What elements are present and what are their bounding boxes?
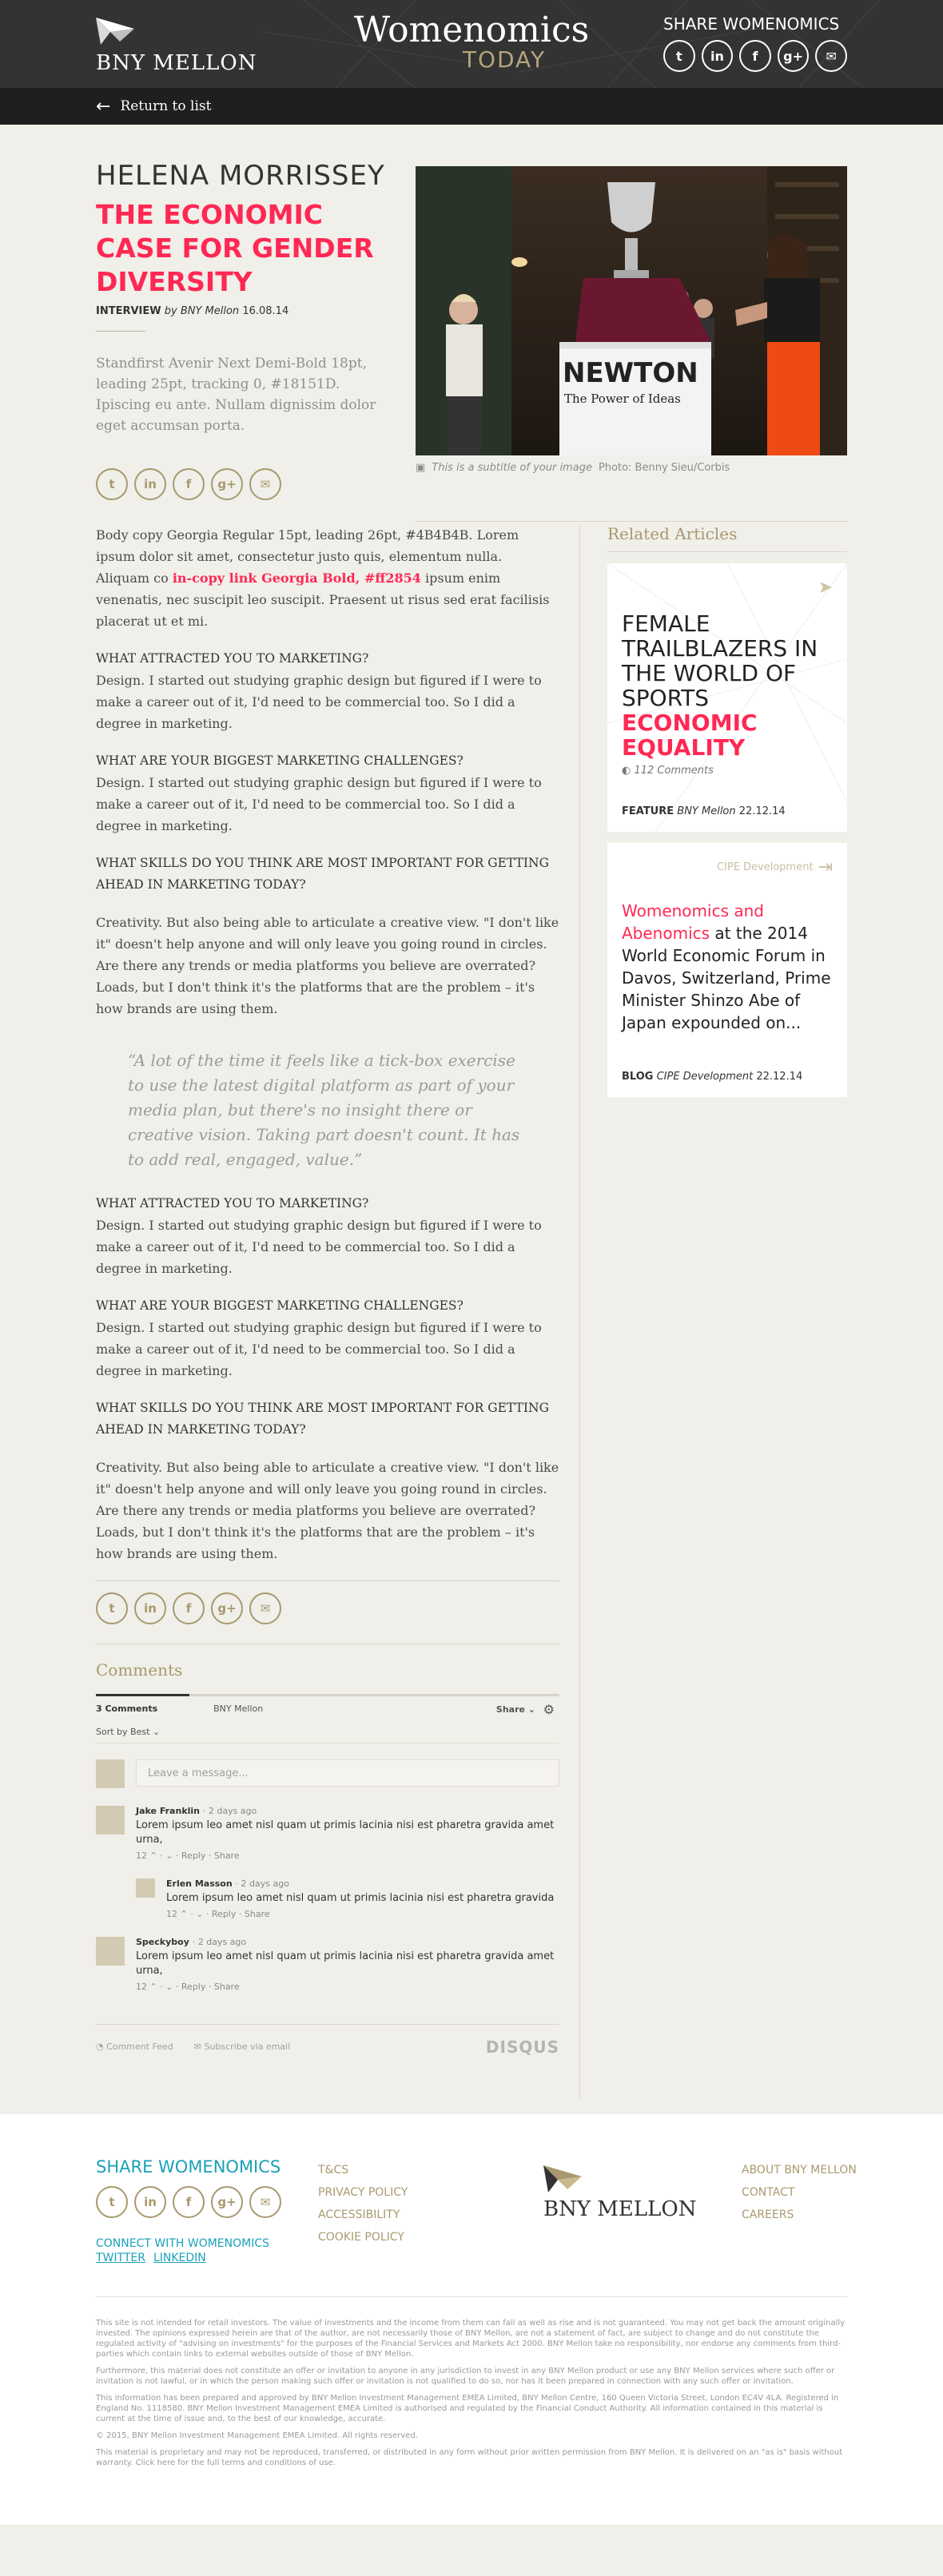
email-icon[interactable]: ✉ bbox=[815, 40, 847, 72]
footer-link-privacy[interactable]: PRIVACY POLICY bbox=[318, 2186, 408, 2199]
footer-link-cookie[interactable]: COOKIE POLICY bbox=[318, 2231, 404, 2244]
answer: Design. I started out studying graphic design but figured if I were to make a career out of it, I'd need to be commercial too. So I did a degree in marketing. bbox=[96, 775, 542, 833]
comment-text: Lorem ipsum leo amet nisl quam ut primis lacinia nisi est pharetra gravida bbox=[166, 1892, 555, 1904]
footer-links-company bbox=[742, 2159, 857, 2226]
related-card-text bbox=[622, 900, 833, 1034]
disqus-tabs bbox=[96, 1694, 559, 1721]
email-icon[interactable]: ✉ bbox=[249, 2186, 281, 2218]
card-source-label: CIPE Development bbox=[716, 861, 814, 873]
article-share-top bbox=[96, 468, 281, 500]
social-links bbox=[96, 2252, 206, 2264]
photo-sign-brand: NEWTON bbox=[563, 357, 698, 389]
article-meta-type: INTERVIEW bbox=[96, 305, 161, 317]
legal-text: This material is proprietary and may not be reproduced, transferred, or distributed in any form without prior written permission from BNY Mellon. It is delivered on an "as is" basis without warranty. Click here for the full terms and conditions of use. bbox=[96, 2448, 843, 2467]
linkedin-icon[interactable]: in bbox=[134, 1592, 166, 1624]
related-card-highlight: ECONOMIC EQUALITY bbox=[622, 710, 758, 761]
site-title-main: Womenomics bbox=[353, 10, 590, 50]
card-meta-type: FEATURE bbox=[622, 805, 674, 817]
comment-time: · 2 days ago bbox=[192, 1937, 247, 1947]
arrow-left-icon: ← bbox=[96, 96, 111, 117]
comment bbox=[96, 1806, 559, 1861]
comment-time: · 2 days ago bbox=[202, 1806, 257, 1816]
linkedin-icon[interactable]: in bbox=[702, 40, 734, 72]
comment-author-name: Erlen Masson bbox=[166, 1878, 233, 1889]
logo-text: BNY MELLON bbox=[96, 51, 257, 75]
rss-icon: ◔ bbox=[96, 2041, 104, 2052]
disqus-widget bbox=[96, 1694, 559, 2056]
comment-count-label: 112 Comments bbox=[634, 765, 714, 777]
article-meta-source: BNY Mellon bbox=[180, 305, 240, 317]
comment-actions[interactable]: 12 ⌃ · ⌄ · Reply · Share bbox=[136, 1851, 240, 1861]
divider bbox=[96, 331, 145, 332]
answer: Creativity. But also being able to articulate a creative view. "I don't like it" doesn't help anyone and will only leave you going round in circles. Are there any trends or media platforms you believe are overrated? Loads, but I don't think it's the platforms that are the problem – it's how brands are using them. bbox=[96, 915, 559, 1016]
legal-text: This site is not intended for retail investors. The value of investments and the income from them can fall as well as rise and is not guaranteed. You may not get back the amount originally invested. The opinions expressed herein are that of the author, are not necessarily those of BNY Mellon, are not a statement of fact, are subject to change and do not constitute the regulated activity of "advising on investments" for the purposes of the Financial Services and Markets Act 2000. BNY Mellon take no responsibility, nor endorse any comments from third-parties which contain links to external websites outside of those of BNY Mellon. bbox=[96, 2319, 846, 2359]
external-arrow-icon: ⇥ bbox=[818, 857, 833, 877]
twitter-icon[interactable]: t bbox=[96, 2186, 128, 2218]
avatar bbox=[96, 1759, 125, 1788]
facebook-icon[interactable]: f bbox=[173, 2186, 205, 2218]
photo-caption bbox=[416, 462, 730, 474]
linkedin-icon[interactable]: in bbox=[134, 468, 166, 500]
photo-credit: Photo: Benny Sieu/Corbis bbox=[598, 462, 730, 474]
linkedin-icon[interactable]: in bbox=[134, 2186, 166, 2218]
googleplus-icon[interactable]: g+ bbox=[211, 2186, 243, 2218]
article-share-bottom bbox=[96, 1580, 559, 1624]
footer-logo[interactable] bbox=[543, 2165, 703, 2229]
sub-nav bbox=[0, 88, 943, 125]
related-card-source bbox=[622, 857, 833, 877]
legal-disclaimer bbox=[96, 2296, 847, 2475]
question: WHAT ARE YOUR BIGGEST MARKETING CHALLENGES? bbox=[96, 753, 464, 768]
disqus-logo[interactable]: DISQUS bbox=[485, 2037, 559, 2057]
header-share-title: SHARE WOMENOMICS bbox=[663, 14, 840, 34]
column-divider bbox=[579, 524, 580, 2098]
footer-logo-text: BNY MELLON bbox=[543, 2197, 697, 2221]
comments-title: Comments bbox=[96, 1644, 559, 1680]
answer: Design. I started out studying graphic design but figured if I were to make a career out of it, I'd need to be commercial too. So I did a degree in marketing. bbox=[96, 1320, 542, 1378]
question: WHAT ATTRACTED YOU TO MARKETING? bbox=[96, 651, 369, 666]
legal-text: Furthermore, this material does not constitute an offer or invitation to anyone in any jurisdiction to invest in any BNY Mellon product or use any BNY Mellon services where such offer or invitation is not lawful, or in which the person making such offer or invitation is not qualified to do so, nor has it been prepared in connection with any such offer or invitation. bbox=[96, 2367, 835, 2386]
camera-icon: ▣ bbox=[416, 462, 426, 474]
twitter-icon[interactable]: t bbox=[663, 40, 695, 72]
site-footer bbox=[0, 2114, 943, 2525]
sort-dropdown[interactable] bbox=[96, 1721, 559, 1743]
related-card-meta bbox=[622, 1071, 802, 1083]
return-to-list-label: Return to list bbox=[120, 98, 212, 114]
facebook-icon[interactable]: f bbox=[173, 468, 205, 500]
gear-icon[interactable]: ⚙ bbox=[543, 1702, 555, 1717]
site-title-sub: TODAY bbox=[462, 46, 547, 73]
photo-caption-text: This is a subtitle of your image bbox=[432, 462, 592, 474]
arrow-right-icon: ➤ bbox=[818, 578, 833, 598]
content-area bbox=[0, 524, 943, 2114]
card-meta-date: 22.12.14 bbox=[756, 1071, 803, 1083]
comment-actions[interactable]: 12 ⌃ · ⌄ · Reply · Share bbox=[166, 1909, 270, 1919]
article-author: HELENA MORRISSEY bbox=[96, 160, 385, 192]
comment-time: · 2 days ago bbox=[235, 1878, 289, 1889]
body-paragraph bbox=[96, 524, 559, 632]
comment-input[interactable]: Leave a message... bbox=[136, 1759, 559, 1787]
footer-link-accessibility[interactable]: ACCESSIBILITY bbox=[318, 2208, 400, 2221]
related-card[interactable] bbox=[607, 843, 847, 1097]
footer-share-icons bbox=[96, 2186, 281, 2218]
comment-feed-label: Comment Feed bbox=[106, 2041, 173, 2052]
header-share bbox=[663, 14, 847, 72]
question: WHAT SKILLS DO YOU THINK ARE MOST IMPORTANT FOR GETTING AHEAD IN MARKETING TODAY? bbox=[96, 856, 549, 892]
twitter-icon[interactable]: t bbox=[96, 1592, 128, 1624]
related-card-meta bbox=[622, 805, 786, 817]
footer-link-careers[interactable]: CAREERS bbox=[742, 2208, 794, 2221]
googleplus-icon[interactable]: g+ bbox=[778, 40, 810, 72]
avatar bbox=[96, 1937, 125, 1966]
comment-author-name: Speckyboy bbox=[136, 1937, 189, 1947]
email-icon[interactable]: ✉ bbox=[249, 1592, 281, 1624]
legal-text: This information has been prepared and approved by BNY Mellon Investment Management EMEA Limited, BNY Mellon Centre, 160 Queen Victoria Street, London EC4V 4LA. Registered in England No. 1118580. BNY Mellon Investment Management EMEA Limited is authorised and regulated by the Financial Conduct Authority. All information contained in this material is current at the time of issue and, to the best of our knowledge, accurate. bbox=[96, 2394, 839, 2423]
answer: Design. I started out studying graphic design but figured if I were to make a career out of it, I'd need to be commercial too. So I did a degree in marketing. bbox=[96, 1218, 542, 1276]
answer: Creativity. But also being able to articulate a creative view. "I don't like it" doesn't help anyone and will only leave you going round in circles. Are there any trends or media platforms you believe are overrated? Loads, but I don't think it's the platforms that are the problem – it's how brands are using them. bbox=[96, 1460, 559, 1561]
avatar bbox=[136, 1878, 155, 1898]
card-text-rest: at the 2014 World Economic Forum in Davos, Switzerland, Prime Minister Shinzo Abe of Japan expounded on... bbox=[622, 924, 831, 1032]
footer-link-about[interactable]: ABOUT BNY MELLON bbox=[742, 2164, 857, 2176]
comment-author[interactable] bbox=[166, 1878, 554, 1889]
photo-sign-tagline: The Power of Ideas bbox=[564, 392, 681, 406]
card-meta-date: 22.12.14 bbox=[738, 805, 786, 817]
footer-links-legal bbox=[318, 2159, 408, 2248]
card-text-highlight: Womenomics and Abenomics bbox=[622, 901, 764, 943]
body-text: Body copy Georgia Regular 15pt, leading 26pt, #4B4B4B. Lorem ipsum dolor sit amet, consectetur justo quis, elementum nulla. Aliquam co bbox=[96, 527, 519, 586]
article-standfirst: Standfirst Avenir Next Demi-Bold 18pt, leading 25pt, tracking 0, #18151D. Ipiscing eu ante. Nullam dignissim dolor eget accumsan porta. bbox=[96, 356, 376, 434]
qa-block bbox=[96, 750, 559, 837]
tab-community[interactable]: BNY Mellon bbox=[213, 1703, 264, 1714]
facebook-icon[interactable]: f bbox=[739, 40, 771, 72]
googleplus-icon[interactable]: g+ bbox=[211, 1592, 243, 1624]
divider bbox=[416, 521, 847, 522]
article-photo-image bbox=[416, 166, 847, 455]
article-headline: THE ECONOMIC CASE FOR GENDER DIVERSITY bbox=[96, 199, 374, 297]
related-title: Related Articles bbox=[607, 524, 847, 552]
qa-block bbox=[96, 1193, 559, 1279]
article-photo bbox=[416, 166, 847, 455]
avatar bbox=[96, 1806, 125, 1835]
qa-block bbox=[96, 1397, 559, 1564]
copyright: © 2015, BNY Mellon Investment Management EMEA Limited. All rights reserved. bbox=[96, 2431, 418, 2440]
return-to-list-link[interactable] bbox=[96, 97, 211, 117]
footer-link-tcs[interactable]: T&CS bbox=[318, 2164, 349, 2176]
body-text: ipsum enim venenatis, nec suscipit leo suscipit. Praesent ut risus sed erat facilisis placerat ut et mi. bbox=[96, 570, 550, 629]
disqus-share-button[interactable]: Share ⌄ bbox=[495, 1704, 535, 1715]
subscribe-label: Subscribe via email bbox=[204, 2041, 291, 2052]
email-icon: ✉ bbox=[193, 2041, 201, 2052]
subscribe-email-link[interactable] bbox=[194, 2041, 290, 2052]
comment-feed-link[interactable] bbox=[96, 2041, 173, 2052]
sort-label: Sort by Best ⌄ bbox=[96, 1727, 161, 1737]
question: WHAT SKILLS DO YOU THINK ARE MOST IMPORTANT FOR GETTING AHEAD IN MARKETING TODAY? bbox=[96, 1401, 549, 1437]
article-body bbox=[96, 524, 559, 2056]
qa-block bbox=[96, 1295, 559, 1381]
footer-share-title: SHARE WOMENOMICS bbox=[96, 2157, 281, 2176]
related-card[interactable] bbox=[607, 563, 847, 832]
site-header bbox=[0, 0, 943, 88]
card-meta-type: BLOG bbox=[622, 1071, 654, 1083]
card-meta-source: BNY Mellon bbox=[677, 805, 736, 817]
twitter-icon[interactable]: t bbox=[96, 468, 128, 500]
article-meta-date: 16.08.14 bbox=[242, 305, 289, 317]
article-meta-by: by bbox=[164, 305, 177, 317]
comment-count bbox=[622, 765, 833, 777]
disqus-footer bbox=[96, 2024, 559, 2056]
comment-actions[interactable]: 12 ⌃ · ⌄ · Reply · Share bbox=[136, 1982, 240, 1992]
qa-block bbox=[96, 648, 559, 734]
comment-composer bbox=[96, 1759, 559, 1788]
twitter-link[interactable]: TWITTER bbox=[96, 2252, 145, 2264]
bny-mellon-logo-icon bbox=[543, 2165, 583, 2197]
comment-author-name: Jake Franklin bbox=[136, 1806, 201, 1816]
in-copy-link[interactable]: in-copy link Georgia Bold, #ff2854 bbox=[172, 570, 421, 586]
related-card-title: FEMALE TRAILBLAZERS IN THE WORLD OF SPORTS bbox=[622, 610, 818, 711]
answer: Design. I started out studying graphic design but figured if I were to make a career out of it, I'd need to be commercial too. So I did a degree in marketing. bbox=[96, 673, 542, 731]
question: WHAT ATTRACTED YOU TO MARKETING? bbox=[96, 1196, 369, 1210]
tab-comments[interactable]: 3 Comments bbox=[96, 1694, 189, 1721]
article-hero bbox=[0, 125, 943, 524]
comment bbox=[96, 1937, 559, 1992]
related-articles bbox=[607, 524, 847, 1097]
comment-icon: ◐ bbox=[622, 765, 631, 777]
article-meta bbox=[96, 305, 288, 317]
email-icon[interactable]: ✉ bbox=[249, 468, 281, 500]
question: WHAT ARE YOUR BIGGEST MARKETING CHALLENGES? bbox=[96, 1298, 464, 1313]
card-meta-source: CIPE Development bbox=[656, 1071, 754, 1083]
comment-text: Lorem ipsum leo amet nisl quam ut primis lacinia nisi est pharetra gravida amet urna, bbox=[136, 1950, 555, 1977]
linkedin-link[interactable]: LINKEDIN bbox=[153, 2252, 206, 2264]
pull-quote: “A lot of the time it feels like a tick-box exercise to use the latest digital platform as part of your media plan, but there's no insight there or creative vision. Taking part doesn't count. It has to add real, engaged, value.” bbox=[128, 1051, 520, 1169]
comment-text: Lorem ipsum leo amet nisl quam ut primis lacinia nisi est pharetra gravida amet urna, bbox=[136, 1819, 555, 1846]
connect-label: CONNECT WITH WOMENOMICS bbox=[96, 2237, 270, 2250]
comment-reply bbox=[136, 1878, 559, 1919]
comment-author[interactable] bbox=[136, 1937, 559, 1947]
qa-block bbox=[96, 853, 559, 1020]
footer-link-contact[interactable]: CONTACT bbox=[742, 2186, 795, 2199]
facebook-icon[interactable]: f bbox=[173, 1592, 205, 1624]
googleplus-icon[interactable]: g+ bbox=[211, 468, 243, 500]
comment-author[interactable] bbox=[136, 1806, 559, 1816]
